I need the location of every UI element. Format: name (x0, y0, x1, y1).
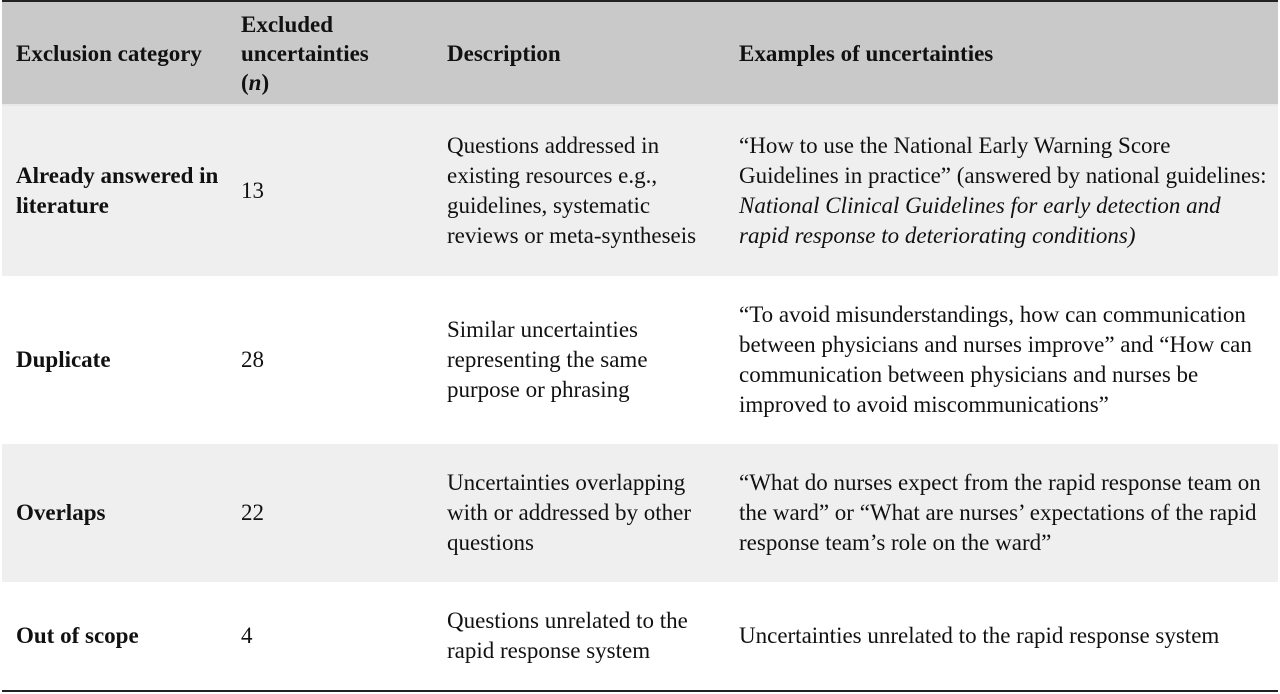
examples-plain-text: Uncertainties unrelated to the rapid response system (739, 623, 1220, 648)
examples-text (739, 131, 1274, 251)
row-description (433, 444, 725, 582)
header-paren-close: ) (261, 69, 270, 95)
header-examples (725, 2, 1278, 104)
category-text: Already answered in literature (16, 163, 219, 218)
header-examples-label: Examples of uncertainties (739, 40, 994, 66)
table-row (2, 106, 1278, 276)
row-count (227, 444, 433, 582)
row-count (227, 106, 433, 276)
count-text: 4 (241, 623, 253, 648)
count-text: 28 (241, 347, 264, 372)
category-text: Out of scope (16, 623, 139, 648)
examples-plain-text: “To avoid misunderstandings, how can communication between physicians and nurses improve” and “How can communication between physicians and nurses be improved to avoid miscommunications” (739, 302, 1252, 417)
row-category (2, 582, 227, 690)
table-row (2, 276, 1278, 444)
examples-plain-text: “What do nurses expect from the rapid response team on the ward” or “What are nurses’ expectations of the rapid response team’s role on the ward” (739, 470, 1261, 555)
description-text: Questions addressed in existing resources e.g., guidelines, systematic reviews or meta-syntheseis (447, 133, 697, 248)
row-description (433, 106, 725, 276)
row-category (2, 276, 227, 444)
header-exclusion-category (2, 2, 227, 104)
header-description (433, 2, 725, 104)
description-text: Similar uncertainties representing the same purpose or phrasing (447, 317, 648, 402)
description-text: Questions unrelated to the rapid response system (447, 608, 688, 663)
header-excluded-text: Excluded uncertainties (241, 11, 369, 66)
header-exclusion-category-label: Exclusion category (16, 40, 202, 66)
header-excluded-uncertainties (227, 2, 433, 104)
examples-italic-text: National Clinical Guidelines for early detection and rapid response to deteriorating conditions) (739, 193, 1221, 248)
header-paren-open: ( (241, 69, 249, 95)
row-examples (725, 276, 1278, 444)
examples-plain-text: “How to use the National Early Warning Score Guidelines in practice” (answered by national guidelines: (739, 133, 1267, 188)
table-header-row (2, 2, 1278, 106)
category-text: Duplicate (16, 347, 111, 372)
exclusion-table (2, 0, 1278, 692)
row-count (227, 276, 433, 444)
header-description-label: Description (447, 40, 561, 66)
category-text: Overlaps (16, 500, 106, 525)
row-description (433, 276, 725, 444)
header-excluded-uncertainties-label (241, 10, 425, 97)
row-examples (725, 582, 1278, 690)
table-row (2, 444, 1278, 582)
row-examples (725, 106, 1278, 276)
table-row (2, 582, 1278, 690)
count-text: 13 (241, 178, 264, 203)
description-text: Uncertainties overlapping with or addressed by other questions (447, 470, 691, 555)
row-examples (725, 444, 1278, 582)
count-text: 22 (241, 500, 264, 525)
row-category (2, 106, 227, 276)
row-description (433, 582, 725, 690)
row-count (227, 582, 433, 690)
header-n-symbol: n (248, 69, 262, 95)
row-category (2, 444, 227, 582)
